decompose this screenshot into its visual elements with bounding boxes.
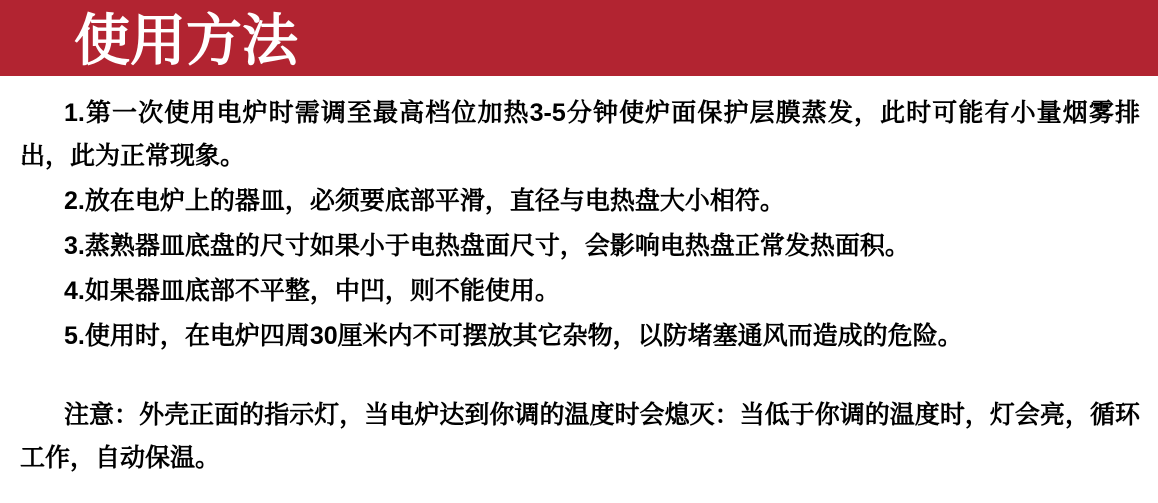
instruction-item-4: 4.如果器皿底部不平整，中凹，则不能使用。 <box>64 277 560 305</box>
section-header-bar <box>0 0 1158 76</box>
instruction-item-2: 2.放在电炉上的器皿，必须要底部平滑，直径与电热盘大小相符。 <box>64 187 785 215</box>
instruction-item-3: 3.蒸熟器皿底盘的尺寸如果小于电热盘面尺寸，会影响电热盘正常发热面积。 <box>64 232 910 260</box>
instructions-body <box>0 76 1158 480</box>
instruction-item-5: 5.使用时，在电炉四周30厘米内不可摆放其它杂物，以防堵塞通风而造成的危险。 <box>64 322 963 350</box>
page-title: 使用方法 <box>74 9 298 72</box>
instruction-item-1: 1.第一次使用电炉时需调至最高档位加热3-5分钟使炉面保护层膜蒸发，此时可能有小量烟雾排出，此为正常现象。 <box>20 99 1140 170</box>
note-paragraph: 注意：外壳正面的指示灯，当电炉达到你调的温度时会熄灭：当低于你调的温度时，灯会亮，循环工作，自动保温。 <box>20 401 1140 472</box>
